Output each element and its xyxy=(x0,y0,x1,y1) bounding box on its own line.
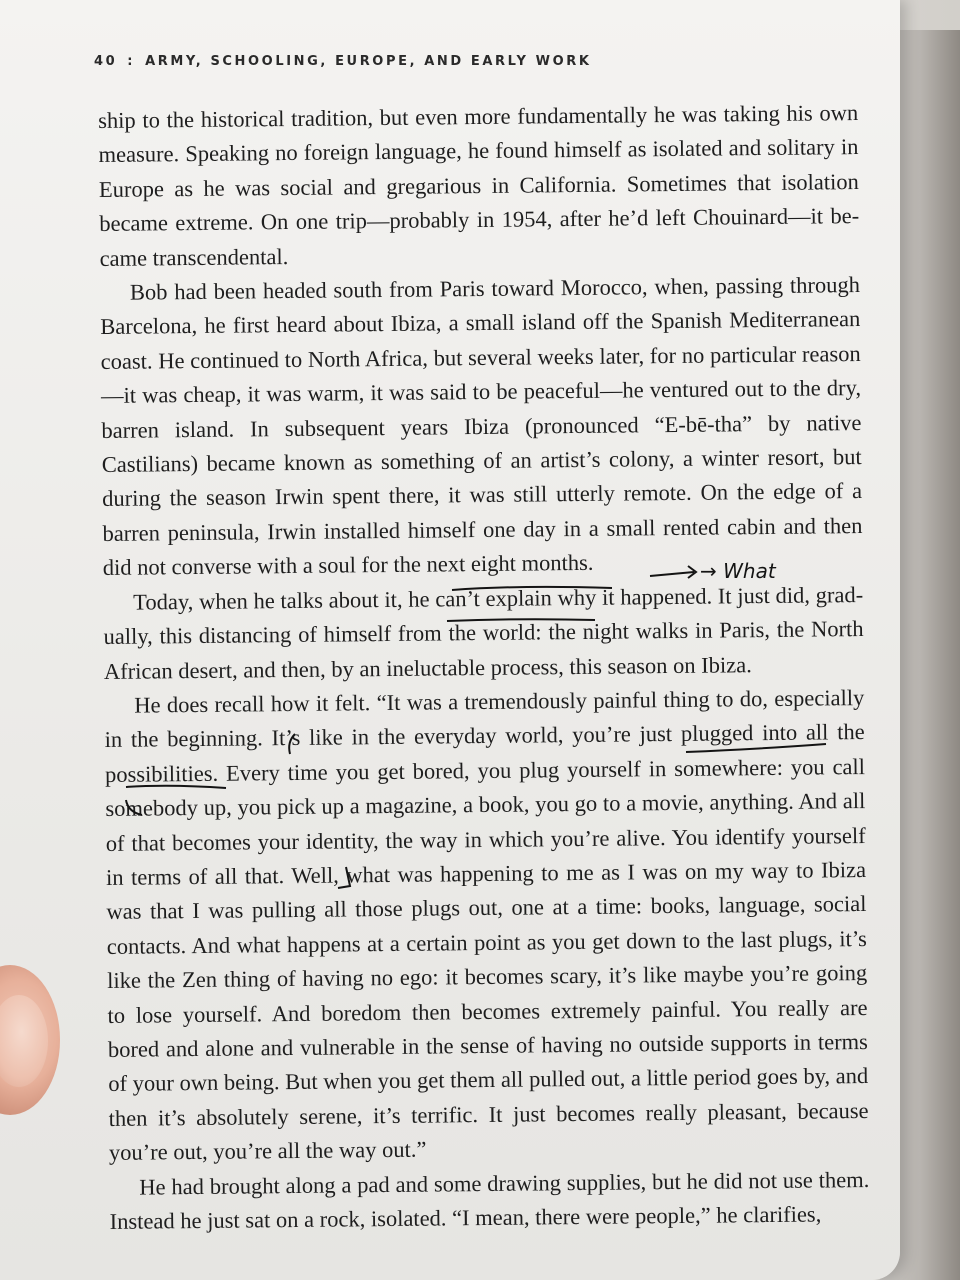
chapter-title: ARMY, SCHOOLING, EUROPE, AND EARLY WORK xyxy=(145,54,592,69)
body-text xyxy=(98,96,870,1239)
paragraph-5: He had brought along a pad and some drawing supplies, but he did not use them. Instead he just sat on a rock, isolated. “I mean, there were people,” he clarifies, xyxy=(109,1166,870,1234)
paragraph-4: He does recall how it felt. “It was a tremendously painful thing to do, especially in the beginning. It’s like in the everyday world, you’re just plugged into all the possibilities. Every time you get bored, you plug yourself in somewhere: you call somebody up, you pick up a magazine, a book, you go to a movie, anything. And all of that becomes your identity, the way in which you’re alive. You identify yourself in terms of all that. Well, what was happening to me as I was on my way to Ibiza was that I was pulling all those plugs out, one at a time: books, language, social contacts. And what happens at a certain point as you get down to the last plugs, it’s like the Zen thing of having no ego: it becomes scary, it’s like maybe you’re going to lose yourself. And boredom then becomes extremely painful. You really are bored and alone and vulnerable in the sense of having no outside supports in terms of your own being. But when you get them all pulled out, a little period goes by, and then it’s absolutely serene, it’s terrific. It just becomes really pleasant, because you’re out, you’re all the way out.” xyxy=(104,684,869,1166)
running-head xyxy=(94,54,592,69)
margin-note: → What xyxy=(700,559,776,583)
paragraph-2: Bob had been headed south from Paris toward Morocco, when, passing through Barcelona, he first heard about Ibiza, a small island off the Spanish Mediterranean coast. He continued to North Africa, but several weeks later, for no particular reason—it was cheap, it was warm, it was said to be peaceful—he ventured out to the dry, barren island. In subsequent years Ibiza (pronounced “E-bē-tha” by native Castilians) became known as something of an artist’s colony, a winter resort, but during the season Irwin spent there, it was still utterly remote. On the edge of a barren peninsula, Irwin installed himself one day in a small rented cabin and then did not converse with a soul for the next eight months. xyxy=(100,272,863,581)
paragraph-3: Today, when he talks about it, he can’t explain why it happened. It just did, gradually, this distancing of himself from the world: the night walks in Paris, the North African desert, and then, by an ineluctable process, this season on Ibiza. xyxy=(103,581,864,684)
running-head-separator: : xyxy=(127,54,136,69)
page-number: 40 xyxy=(94,54,118,69)
paragraph-1: ship to the historical tradition, but even more fundamentally he was taking his own measure. Speaking no foreign language, he found himself as isolated and solitary in Europe as he was social and gregarious in California. Sometimes that isolation became extreme. On one trip—probably in 1954, after he’d left Chouinard—it became transcendental. xyxy=(98,100,860,271)
